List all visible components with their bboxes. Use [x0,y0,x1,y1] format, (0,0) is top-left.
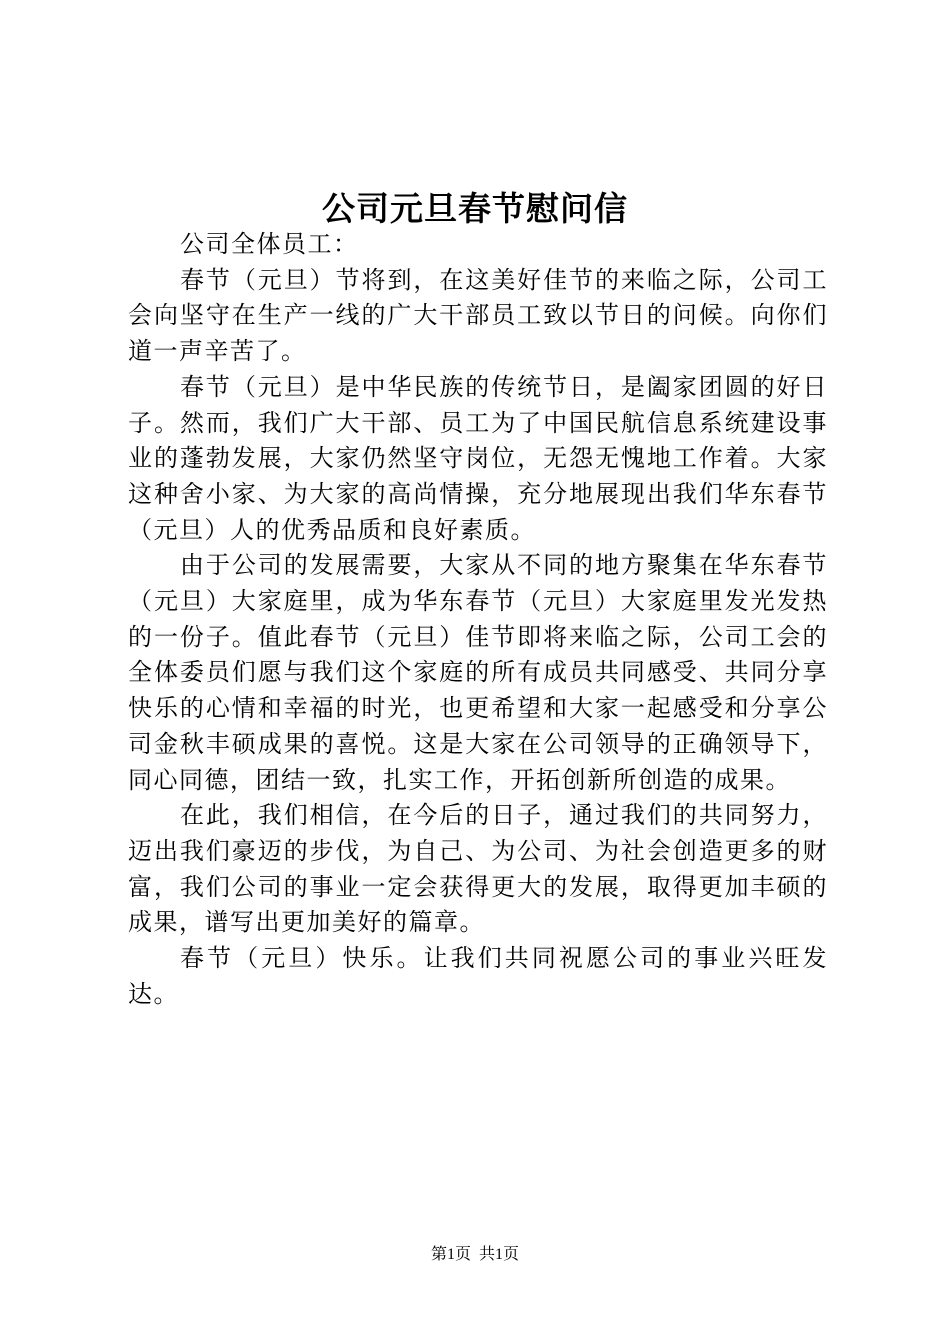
paragraph-4: 在此，我们相信，在今后的日子，通过我们的共同努力，迈出我们豪迈的步伐，为自己、为公司、为社会创造更多的财富，我们公司的事业一定会获得更大的发展，取得更加丰硕的成果，谱写出更加美好的篇章。 [128,801,828,937]
page-total: 共1页 [479,1246,520,1263]
page-footer [0,1245,950,1265]
salutation: 公司全体员工： [180,230,359,258]
paragraph-3: 由于公司的发展需要，大家从不同的地方聚集在华东春节（元旦）大家庭里，成为华东春节（元旦）大家庭里发光发热的一份子。值此春节（元旦）佳节即将来临之际，公司工会的全体委员们愿与我们这个家庭的所有成员共同感受、共同分享快乐的心情和幸福的时光，也更希望和大家一起感受和分享公司金秋丰硕成果的喜悦。这是大家在公司领导的正确领导下，同心同德，团结一致，扎实工作，开拓创新所创造的成果。 [128,551,828,794]
document-title: 公司元旦春节慰问信 [322,189,628,228]
paragraph-2: 春节（元旦）是中华民族的传统节日，是阖家团圆的好日子。然而，我们广大干部、员工为了中国民航信息系统建设事业的蓬勃发展，大家仍然坚守岗位，无怨无愧地工作着。大家这种舍小家、为大家的高尚情操，充分地展现出我们华东春节（元旦）人的优秀品质和良好素质。 [128,372,828,544]
paragraph-1: 春节（元旦）节将到，在这美好佳节的来临之际，公司工会向坚守在生产一线的广大干部员工致以节日的问候。向你们道一声辛苦了。 [128,265,828,366]
letter-body [128,227,828,1012]
paragraph-5: 春节（元旦）快乐。让我们共同祝愿公司的事业兴旺发达。 [128,944,828,1008]
page-number: 第1页 [430,1246,471,1263]
